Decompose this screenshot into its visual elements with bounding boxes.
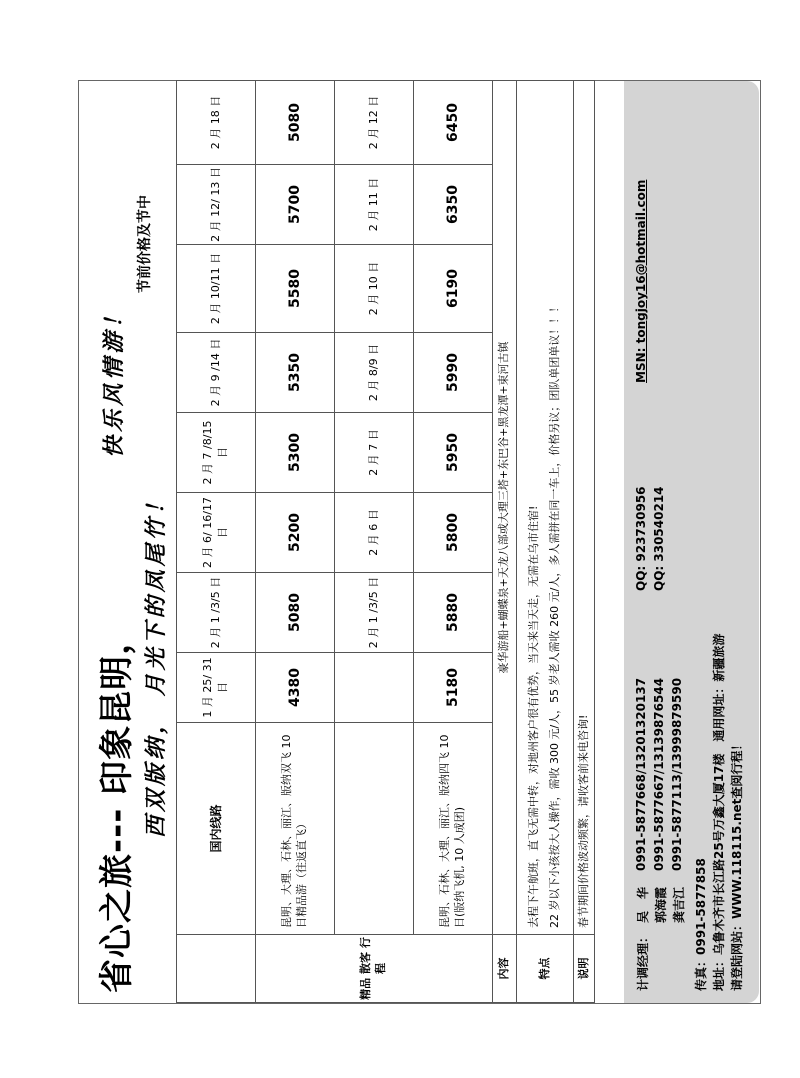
- price-cell: 5180: [414, 653, 493, 723]
- price-table: [176, 80, 595, 1003]
- price-cell: 5700: [256, 165, 335, 245]
- header-date: 2 月 18 日: [177, 81, 256, 165]
- product-desc: [335, 723, 414, 935]
- header-date: 2 月 6/ 16/17 日: [177, 493, 256, 573]
- price-cell: 6350: [414, 165, 493, 245]
- ad-title-block: [89, 93, 169, 993]
- header-date: 2 月 1 /3/5 日: [177, 573, 256, 653]
- ad-title-main: 省心之旅--- 印象昆明，: [97, 619, 137, 993]
- price-note: 节前价格及节中: [137, 195, 153, 293]
- table-row: [335, 81, 414, 1003]
- price-cell: 6190: [414, 245, 493, 333]
- notes-label: 说明: [574, 935, 595, 1003]
- address: 地址：乌鲁木齐市长江路25号万鑫大厦17楼 通用网址：新疆旅游: [712, 633, 726, 991]
- contact-person-name: 龚吉江: [672, 886, 686, 923]
- notes-row: [574, 81, 595, 1003]
- header-date: 2 月 9 /14 日: [177, 333, 256, 413]
- content-text: 豪华游船+蝴蝶泉+天龙八部或大理三塔+东巴谷+黑龙潭+束河古镇: [493, 81, 517, 935]
- table-row: [414, 81, 493, 1003]
- features-label: 特点: [517, 935, 574, 1003]
- header-route: 国内线路: [177, 723, 256, 935]
- price-cell: 5080: [256, 81, 335, 165]
- ad-slogan-1: 快乐风情游！: [101, 301, 127, 458]
- table-row: [256, 81, 335, 1003]
- price-cell: 5950: [414, 413, 493, 493]
- fax: 传真：0991-5877858: [694, 858, 708, 991]
- table-header-row: [177, 81, 256, 1003]
- date-cell: [335, 653, 414, 723]
- contact-person-name: 郭海霞: [654, 886, 668, 923]
- price-cell: 5880: [414, 573, 493, 653]
- price-cell: 5350: [256, 333, 335, 413]
- header-date: 2 月 12/ 13 日: [177, 165, 256, 245]
- price-cell: 5800: [414, 493, 493, 573]
- price-cell: 5200: [256, 493, 335, 573]
- rotated-ad-content: [79, 81, 759, 1003]
- qq-2: QQ: 330540214: [652, 486, 666, 591]
- contact-person-phones: 0991-5877113/13999879590: [670, 677, 684, 871]
- date-cell: 2 月 6 日: [335, 493, 414, 573]
- date-cell: 2 月 1 /3/5 日: [335, 573, 414, 653]
- header-corner: [177, 935, 256, 1003]
- price-cell: 6450: [414, 81, 493, 165]
- features-row: [517, 81, 574, 1003]
- website-link[interactable]: 请登陆网站：WWW.118115.net查阅行程！: [730, 738, 744, 991]
- date-cell: 2 月 8/9 日: [335, 333, 414, 413]
- price-cell: 5080: [256, 573, 335, 653]
- price-cell: 5990: [414, 333, 493, 413]
- content-label: 内容: [493, 935, 517, 1003]
- header-date: 1 月 25/ 31 日: [177, 653, 256, 723]
- category-label: 精品 散客 行程: [256, 935, 493, 1003]
- contact-person-name: 吴 华: [636, 886, 650, 923]
- ad-slogan-2: 西双版纳， 月光下的凤尾竹！: [143, 488, 169, 838]
- date-cell: 2 月 7 日: [335, 413, 414, 493]
- contact-person-phones: 0991-5877667/13139876544: [652, 677, 666, 871]
- notes-text: 春节期间价格波动频繁，请收客前来电咨询!: [574, 81, 595, 935]
- content-row: [493, 81, 517, 1003]
- features-line-2: 22 岁以下小孩按大人操作，需收 300 元/人，55 岁老人需收 260 元/人，多人需拼在同一车上，价格另议；团队单团单议！！！: [548, 301, 561, 928]
- product-desc: 昆明、石林、大理、丽江、版纳四飞 10 日(版纳飞机, 10 人成团): [414, 723, 493, 935]
- header-date: 2 月 10/11 日: [177, 245, 256, 333]
- header-date: 2 月 7 /8/15 日: [177, 413, 256, 493]
- date-cell: 2 月 12 日: [335, 81, 414, 165]
- price-cell: 5580: [256, 245, 335, 333]
- features-text: [517, 81, 574, 935]
- features-line-1: 去程下午航班，直飞无需中转，对地州客户很有优势，当天来当天走，无需在乌市住宿!: [527, 505, 541, 928]
- contact-panel: [624, 81, 759, 1003]
- price-cell: 4380: [256, 653, 335, 723]
- manager-label: 计调经理：: [636, 930, 650, 991]
- price-cell: 5300: [256, 413, 335, 493]
- contact-person-phones: 0991-5877668/13201320137: [634, 677, 648, 871]
- msn-link[interactable]: MSN: tongjoy16@hotmail.com: [634, 179, 648, 383]
- product-desc: 昆明、大理、石林、丽江、版纳双飞 10 日精品游（往返直飞）: [256, 723, 335, 935]
- date-cell: 2 月 10 日: [335, 245, 414, 333]
- date-cell: 2 月 11 日: [335, 165, 414, 245]
- qq-1: QQ: 923730956: [634, 486, 648, 591]
